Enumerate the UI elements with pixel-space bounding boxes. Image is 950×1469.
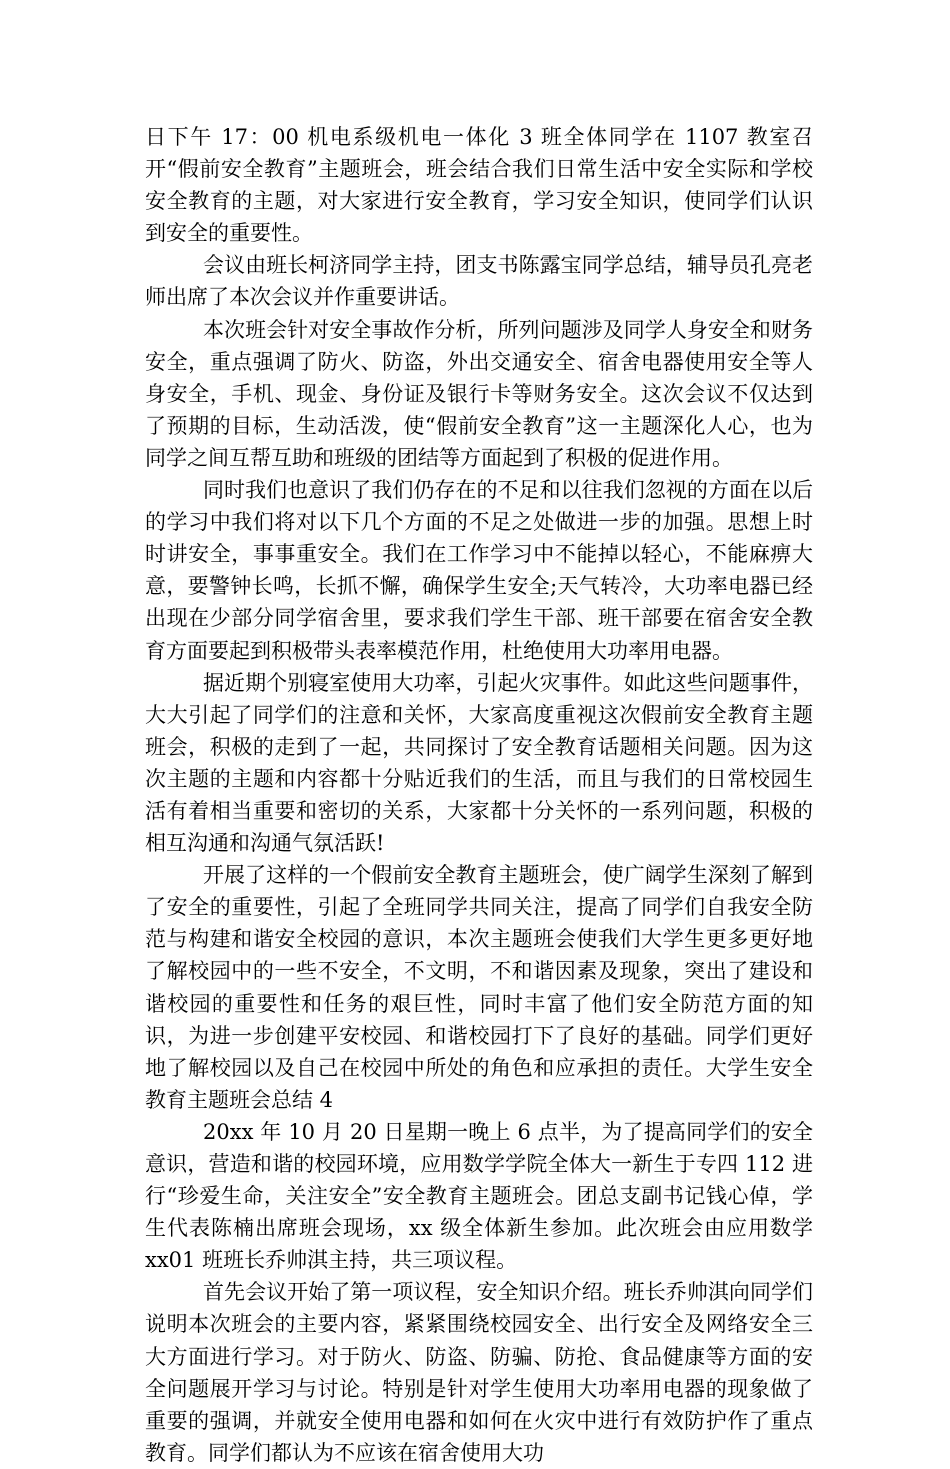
paragraph-meeting-host: 会议由班长柯济同学主持，团支书陈露宝同学总结，辅导员孔亮老师出席了本次会议并作重要讲话。 xyxy=(145,253,813,310)
paragraph-fire-incident: 据近期个别寝室使用大功率，引起火灾事件。如此这些问题事件，大大引起了同学们的注意和关怀，大家高度重视这次假前安全教育主题班会，积极的走到了一起，共同探讨了安全教育话题相关问题。因为这次主题的主题和内容都十分贴近我们的生活，而且与我们的日常校园生活有着相当重要和密切的关系，大家都十分关怀的一系列问题，积极的相互沟通和沟通气氛活跃! xyxy=(145,670,813,856)
paragraph-continuation: 日下午 17：00 机电系级机电一体化 3 班全体同学在 1107 教室召开“假前安全教育”主题班会，班会结合我们日常生活中安全实际和学校安全教育的主题，对大家进行安全教育，学习安全知识，使同学们认识到安全的重要性。 xyxy=(145,125,813,246)
paragraph-meeting-analysis: 本次班会针对安全事故作分析，所列问题涉及同学人身安全和财务安全，重点强调了防火、防盗，外出交通安全、宿舍电器使用安全等人身安全，手机、现金、身份证及银行卡等财务安全。这次会议不仅达到了预期的目标，生动活泼，使“假前安全教育”这一主题深化人心，也为同学之间互帮互助和班级的团结等方面起到了积极的促进作用。 xyxy=(145,317,813,470)
paragraph-outcome: 开展了这样的一个假前安全教育主题班会，使广阔学生深刻了解到了安全的重要性，引起了全班同学共同关注，提高了同学们自我安全防范与构建和谐安全校园的意识，本次主题班会使我们大学生更多更好地了解校园中的一些不安全，不文明，不和谐因素及现象，突出了建设和谐校园的重要性和任务的艰巨性，同时丰富了他们安全防范方面的知识，为进一步创建平安校园、和谐校园打下了良好的基础。同学们更好地了解校园以及自己在校园中所处的角色和应承担的责任。大学生安全教育主题班会总结 4 xyxy=(145,863,813,1112)
paragraph-shortcomings: 同时我们也意识了我们仍存在的不足和以往我们忽视的方面在以后的学习中我们将对以下几个方面的不足之处做进一步的加强。思想上时时讲安全，事事重安全。我们在工作学习中不能掉以轻心，不能麻痹大意，要警钟长鸣，长抓不懈，确保学生安全;天气转冷，大功率电器已经出现在少部分同学宿舍里，要求我们学生干部、班干部要在宿舍安全教育方面要起到积极带头表率模范作用，杜绝使用大功率用电器。 xyxy=(145,478,813,663)
document-body xyxy=(145,121,813,1469)
paragraph-first-agenda: 首先会议开始了第一项议程，安全知识介绍。班长乔帅淇向同学们说明本次班会的主要内容，紧紧围绕校园安全、出行安全及网络安全三大方面进行学习。对于防火、防盗、防骗、防抢、食品健康等方面的安全问题展开学习与讨论。特别是针对学生使用大功率用电器的现象做了重要的强调，并就安全使用电器和如何在火灾中进行有效防护作了重点教育。同学们都认为不应该在宿舍使用大功 xyxy=(145,1280,813,1465)
paragraph-summary-4-intro: 20xx 年 10 月 20 日星期一晚上 6 点半，为了提高同学们的安全意识，营造和谐的校园环境，应用数学学院全体大一新生于专四 112 进行“珍爱生命，关注安全”安全教育主题班会。团总支副书记钱心倬，学生代表陈楠出席班会现场，xx 级全体新生参加。此次班会由应用数学 xx01 班班长乔帅淇主持，共三项议程。 xyxy=(145,1119,813,1273)
